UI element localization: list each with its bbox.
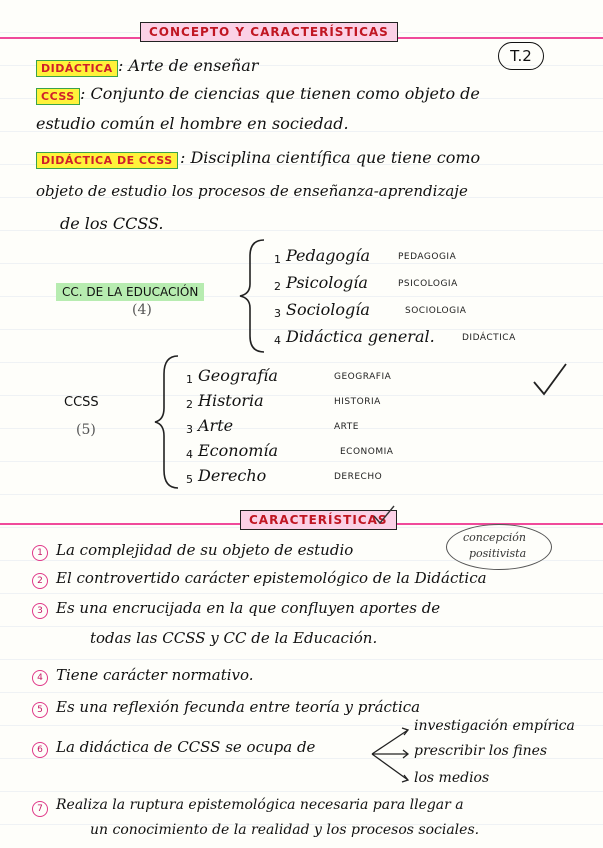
- ccss-item: Geografía: [198, 366, 278, 385]
- check-mark-icon: [372, 504, 396, 526]
- caracteristica-item-cont: todas las CCSS y CC de la Educación.: [90, 629, 378, 647]
- ccss-group-label: CCSS: [64, 395, 99, 410]
- ccss-item-tag: ECONOMIA: [340, 447, 394, 457]
- list-marker: 6: [32, 742, 48, 758]
- educacion-count: (4): [132, 302, 152, 318]
- dccss-definition-line2: objeto de estudio los procesos de enseñanza-aprendizaje: [36, 182, 468, 200]
- caracteristicas-title: CARACTERÍSTICAS: [240, 510, 397, 530]
- caracteristica-item: La complejidad de su objeto de estudio: [56, 541, 354, 559]
- educacion-item: Didáctica general.: [286, 327, 435, 346]
- list-marker: 4: [32, 670, 48, 686]
- page-title: CONCEPTO Y CARACTERÍSTICAS: [140, 22, 398, 42]
- educacion-item-tag: PEDAGOGIA: [398, 252, 457, 262]
- ccss-item-tag: DERECHO: [334, 472, 383, 482]
- list-marker: 2: [32, 573, 48, 589]
- educacion-item-tag: DIDÁCTICA: [462, 333, 516, 343]
- caracteristica-item: El controvertido carácter epistemológico de la Didáctica: [56, 569, 487, 587]
- list-marker: 1: [32, 545, 48, 561]
- list-marker: 3: [32, 603, 48, 619]
- dccss-definition-line3: de los CCSS.: [60, 214, 164, 233]
- label-ccss: CCSS: [36, 88, 80, 105]
- ccss-definition-line2: estudio común el hombre en sociedad.: [36, 114, 349, 133]
- educacion-item-num: 3: [274, 307, 281, 320]
- caracteristica-item: La didáctica de CCSS se ocupa de: [56, 738, 316, 756]
- list-marker: 5: [32, 702, 48, 718]
- educacion-item: Sociología: [286, 300, 370, 319]
- ccss-item: Historia: [198, 391, 264, 410]
- ccss-item-tag: GEOGRAFIA: [334, 372, 392, 382]
- side-note-line2: positivista: [469, 547, 527, 560]
- ccss-item-num: 2: [186, 398, 193, 411]
- branch-item: los medios: [414, 770, 490, 786]
- caracteristica-item: Tiene carácter normativo.: [56, 666, 254, 684]
- ccss-item-tag: ARTE: [334, 422, 359, 432]
- ccss-group-count: (5): [76, 422, 96, 438]
- ccss-brace: [152, 352, 184, 492]
- ccss-item-num: 5: [186, 473, 193, 486]
- caracteristica-item: Es una encrucijada en la que confluyen aportes de: [56, 599, 441, 617]
- list-marker: 7: [32, 801, 48, 817]
- educacion-brace: [236, 236, 270, 356]
- ccss-item-num: 4: [186, 448, 193, 461]
- side-note-line1: concepción: [463, 531, 526, 544]
- side-note-oval: [446, 524, 552, 570]
- didactica-definition: : Arte de enseñar: [118, 56, 259, 75]
- topic-tag-text: T.2: [510, 47, 532, 65]
- ccss-item-num: 3: [186, 423, 193, 436]
- ccss-definition-line1: : Conjunto de ciencias que tienen como objeto de: [80, 84, 480, 103]
- ccss-item-tag: HISTORIA: [334, 397, 381, 407]
- ccss-item: Arte: [198, 416, 234, 435]
- branch-item: investigación empírica: [414, 718, 575, 734]
- caracteristica-item-cont: un conocimiento de la realidad y los procesos sociales.: [90, 822, 480, 838]
- ccss-item: Economía: [198, 441, 279, 460]
- ccss-item-num: 1: [186, 373, 193, 386]
- educacion-item-num: 2: [274, 280, 281, 293]
- educacion-item-tag: PSICOLOGIA: [398, 279, 458, 289]
- educacion-item-num: 4: [274, 334, 281, 347]
- dccss-definition-line1: : Disciplina científica que tiene como: [180, 148, 481, 167]
- check-mark-icon: [530, 360, 570, 400]
- educacion-item: Psicología: [286, 273, 368, 292]
- branch-arrows: [368, 722, 414, 786]
- label-didactica: DIDÁCTICA: [36, 60, 118, 77]
- educacion-item: Pedagogía: [286, 246, 371, 265]
- caracteristica-item: Realiza la ruptura epistemológica necesaria para llegar a: [56, 797, 464, 813]
- label-didactica-ccss: DIDÁCTICA DE CCSS: [36, 152, 178, 169]
- ccss-item: Derecho: [198, 466, 267, 485]
- caracteristica-item: Es una reflexión fecunda entre teoría y práctica: [56, 698, 421, 716]
- branch-item: prescribir los fines: [414, 743, 548, 759]
- educacion-item-tag: SOCIOLOGIA: [405, 306, 467, 316]
- educacion-item-num: 1: [274, 253, 281, 266]
- educacion-label: CC. DE LA EDUCACIÓN: [56, 283, 204, 301]
- topic-tag: [498, 42, 544, 70]
